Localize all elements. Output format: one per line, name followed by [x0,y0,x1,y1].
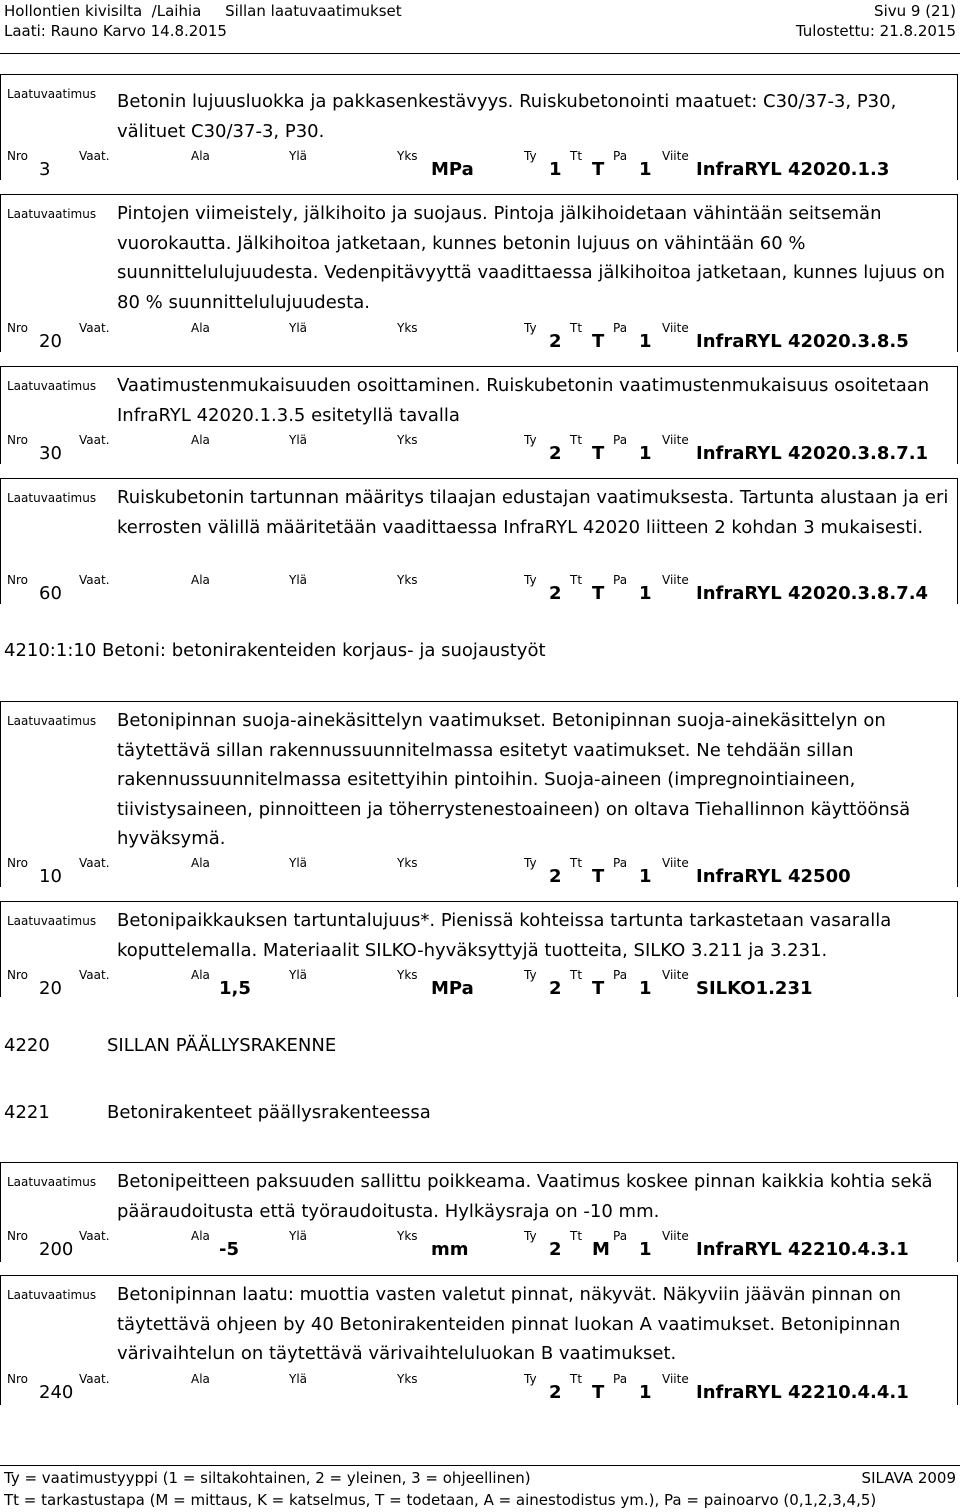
footer-ty-legend: Ty = vaatimustyyppi (1 = siltakohtainen, 2 = yleinen, 3 = ohjeellinen) [4,1469,531,1487]
header-print-date: Tulostettu: 21.8.2015 [795,22,956,40]
requirement-block [0,1162,958,1262]
requirement-nro-label: Nro [7,149,28,163]
header-title: Hollontien kivisilta /Laihia Sillan laatuvaatimukset [4,2,402,20]
requirement-block [0,701,958,887]
requirement-text: Betonipaikkauksen tartuntalujuus*. Pienissä kohteissa tartunta tarkastetaan vasaralla koputtelemalla. Materiaalit SILKO-hyväksyttyjä tuotteita, SILKO 3.211 ja 3.231. [117,910,892,961]
footer-divider [0,1465,960,1466]
requirement-ty: 1 [549,159,562,180]
requirement-block [0,1275,958,1405]
requirement-tt: T [592,1382,605,1403]
requirement-tt-label: Tt [570,321,583,335]
requirement-ty: 2 [549,1239,562,1260]
requirement-ala-label: Ala [191,856,210,870]
section-title-4220: SILLAN PÄÄLLYSRAKENNE [107,1035,337,1056]
requirement-text: Betonin lujuusluokka ja pakkasenkestävyys. Ruiskubetonointi maatuet: C30/37-3, P30, välituet C30/37-3, P30. [117,91,897,142]
requirement-vaat-label: Vaat. [79,433,110,447]
requirement-text: Vaatimustenmukaisuuden osoittaminen. Ruiskubetonin vaatimustenmukaisuus osoitetaan InfraRYL 42020.1.3.5 esitetyllä tavalla [117,375,930,426]
requirement-nro: 20 [39,978,62,999]
requirement-yla-label: Ylä [289,856,308,870]
requirement-yks-label: Yks [397,433,418,447]
requirement-yla-label: Ylä [289,1229,308,1243]
requirement-label: Laatuvaatimus [7,1175,97,1189]
requirement-yks-label: Yks [397,856,418,870]
requirement-yks-label: Yks [397,1372,418,1386]
requirement-viite-label: Viite [662,1372,689,1386]
requirement-vaat-label: Vaat. [79,968,110,982]
requirement-nro: 20 [39,331,62,352]
requirement-yks: MPa [431,159,474,180]
section-title-4221: Betonirakenteet päällysrakenteessa [107,1102,431,1123]
requirement-viite: InfraRYL 42210.4.4.1 [696,1382,909,1403]
requirement-viite: InfraRYL 42020.3.8.7.4 [696,583,929,604]
footer-source: SILAVA 2009 [861,1469,956,1487]
header-author: Laati: Rauno Karvo 14.8.2015 [4,22,227,40]
requirement-ala-label: Ala [191,573,210,587]
requirement-label: Laatuvaatimus [7,1288,97,1302]
requirement-nro: 200 [39,1239,74,1260]
requirement-viite: InfraRYL 42020.3.8.5 [696,331,909,352]
requirement-ala-label: Ala [191,433,210,447]
requirement-pa-label: Pa [613,1229,628,1243]
requirement-text: Betonipinnan suoja-ainekäsittelyn vaatimukset. Betonipinnan suoja-ainekäsittelyn on täytettävä sillan rakennussuunnitelmassa esitetyt vaatimukset. Ne tehdään sillan rakennussuunnitelmassa esitettyihin pintoihin. Suoja-aineen (impregnointiaineen, tiivistysaineen, pinnoitteen ja töherrystenestoaineen) on oltava Tiehallinnon käyttöönsä hyväksymä. [117,710,911,849]
requirement-vaat-label: Vaat. [79,573,110,587]
requirement-meta [1,1227,959,1261]
requirement-yla-label: Ylä [289,968,308,982]
requirement-text: Betonipinnan laatu: muottia vasten valetut pinnat, näkyvät. Näkyviin jäävän pinnan on täytettävä ohjeen by 40 Betonirakenteiden pinnat luokan A vaatimukset. Betonipinnan värivaihtelun on täytettävä värivaihteluluokan B vaatimukset. [117,1284,902,1364]
requirement-nro: 3 [39,159,51,180]
requirement-pa: 1 [639,1239,652,1260]
requirement-pa-label: Pa [613,968,628,982]
requirement-pa: 1 [639,443,652,464]
requirement-tt-label: Tt [570,856,583,870]
requirement-meta [1,147,959,181]
requirement-ala: 1,5 [219,978,251,999]
requirement-label: Laatuvaatimus [7,914,97,928]
requirement-meta [1,431,959,465]
requirement-pa-label: Pa [613,573,628,587]
requirement-ty-label: Ty [524,149,537,163]
requirement-viite-label: Viite [662,433,689,447]
requirement-viite-label: Viite [662,149,689,163]
requirement-text: Ruiskubetonin tartunnan määritys tilaajan edustajan vaatimuksesta. Tartunta alustaan ja eri kerrosten välillä määritetään vaadittaessa InfraRYL 42020 liitteen 2 kohdan 3 mukaisesti. [117,487,949,538]
requirement-tt-label: Tt [570,968,583,982]
requirement-tt: T [592,583,605,604]
footer-tt-legend: Tt = tarkastustapa (M = mittaus, K = katselmus, T = todetaan, A = ainestodistus ym.), Pa = painoarvo (0,1,2,3,4,5) [4,1491,877,1509]
requirement-meta [1,319,959,353]
requirement-ala-label: Ala [191,321,210,335]
requirement-viite: InfraRYL 42210.4.3.1 [696,1239,909,1260]
requirement-ty-label: Ty [524,968,537,982]
section-code-4220: 4220 [4,1035,50,1056]
requirement-meta [1,854,959,888]
requirement-viite: InfraRYL 42500 [696,866,851,887]
requirement-vaat-label: Vaat. [79,321,110,335]
requirement-vaat-label: Vaat. [79,1229,110,1243]
requirement-text: Pintojen viimeistely, jälkihoito ja suojaus. Pintoja jälkihoidetaan vähintään seitsemän vuorokautta. Jälkihoitoa jatketaan, kunnes betonin lujuus on vähintään 60 % suunnittelulujuudesta. Vedenpitävyyttä vaadittaessa jälkihoitoa jatketaan, kunnes lujuus on 80 % suunnittelulujuudesta. [117,203,945,313]
requirement-ty: 2 [549,1382,562,1403]
requirement-nro-label: Nro [7,433,28,447]
requirement-meta [1,1370,959,1404]
requirement-ala-label: Ala [191,968,210,982]
requirement-pa: 1 [639,583,652,604]
requirement-pa: 1 [639,866,652,887]
requirement-label: Laatuvaatimus [7,714,97,728]
requirement-ty-label: Ty [524,433,537,447]
requirement-yla-label: Ylä [289,321,308,335]
requirement-tt-label: Tt [570,1229,583,1243]
requirement-nro-label: Nro [7,1229,28,1243]
requirement-yks-label: Yks [397,321,418,335]
requirement-pa: 1 [639,1382,652,1403]
requirement-vaat-label: Vaat. [79,1372,110,1386]
section-code-4221: 4221 [4,1102,50,1123]
requirement-pa: 1 [639,978,652,999]
requirement-ty-label: Ty [524,1372,537,1386]
requirement-block [0,74,958,180]
requirement-block [0,478,958,604]
requirement-label: Laatuvaatimus [7,491,97,505]
requirement-tt: T [592,443,605,464]
requirement-ty-label: Ty [524,573,537,587]
requirement-ty: 2 [549,866,562,887]
requirement-viite-label: Viite [662,856,689,870]
requirement-pa-label: Pa [613,321,628,335]
header-divider [0,53,960,54]
requirement-ala-label: Ala [191,1372,210,1386]
requirement-yla-label: Ylä [289,573,308,587]
requirement-ty: 2 [549,443,562,464]
requirement-pa-label: Pa [613,433,628,447]
requirement-pa: 1 [639,331,652,352]
requirement-pa-label: Pa [613,1372,628,1386]
requirement-yks-label: Yks [397,1229,418,1243]
requirement-block [0,194,958,352]
requirement-viite-label: Viite [662,968,689,982]
requirement-block [0,366,958,464]
requirement-nro-label: Nro [7,1372,28,1386]
requirement-viite-label: Viite [662,573,689,587]
requirement-viite: InfraRYL 42020.3.8.7.1 [696,443,929,464]
requirement-yla-label: Ylä [289,1372,308,1386]
requirement-tt-label: Tt [570,573,583,587]
requirement-nro: 240 [39,1382,74,1403]
requirement-ty: 2 [549,331,562,352]
requirement-label: Laatuvaatimus [7,207,97,221]
requirement-ala: -5 [219,1239,239,1260]
requirement-nro: 10 [39,866,62,887]
section-heading-4210: 4210:1:10 Betoni: betonirakenteiden korjaus- ja suojaustyöt [4,640,546,661]
requirement-tt: T [592,159,605,180]
requirement-block [0,901,958,997]
requirement-yks: MPa [431,978,474,999]
requirement-yks-label: Yks [397,573,418,587]
requirement-ty-label: Ty [524,856,537,870]
requirement-nro-label: Nro [7,573,28,587]
header-page-number: Sivu 9 (21) [874,2,956,20]
requirement-vaat-label: Vaat. [79,149,110,163]
requirement-text: Betonipeitteen paksuuden sallittu poikkeama. Vaatimus koskee pinnan kaikkia kohtia sekä pääraudoitusta että työraudoitusta. Hylkäysraja on -10 mm. [117,1171,933,1222]
requirement-yks-label: Yks [397,149,418,163]
requirement-meta [1,966,959,1000]
requirement-tt: T [592,866,605,887]
requirement-label: Laatuvaatimus [7,379,97,393]
requirement-ty-label: Ty [524,321,537,335]
requirement-nro: 60 [39,583,62,604]
requirement-yla-label: Ylä [289,149,308,163]
requirement-tt-label: Tt [570,1372,583,1386]
requirement-ala-label: Ala [191,1229,210,1243]
requirement-ty-label: Ty [524,1229,537,1243]
requirement-vaat-label: Vaat. [79,856,110,870]
requirement-tt-label: Tt [570,149,583,163]
requirement-tt: M [592,1239,610,1260]
requirement-label: Laatuvaatimus [7,87,97,101]
requirement-tt: T [592,331,605,352]
requirement-pa: 1 [639,159,652,180]
requirement-viite: SILKO1.231 [696,978,813,999]
requirement-tt-label: Tt [570,433,583,447]
requirement-pa-label: Pa [613,856,628,870]
requirement-viite: InfraRYL 42020.1.3 [696,159,890,180]
requirement-yks: mm [431,1239,469,1260]
requirement-viite-label: Viite [662,321,689,335]
requirement-yks-label: Yks [397,968,418,982]
requirement-meta [1,571,959,605]
requirement-nro: 30 [39,443,62,464]
requirement-nro-label: Nro [7,856,28,870]
requirement-nro-label: Nro [7,968,28,982]
requirement-tt: T [592,978,605,999]
requirement-ty: 2 [549,583,562,604]
requirement-yla-label: Ylä [289,433,308,447]
requirement-ala-label: Ala [191,149,210,163]
requirement-pa-label: Pa [613,149,628,163]
requirement-nro-label: Nro [7,321,28,335]
requirement-ty: 2 [549,978,562,999]
requirement-viite-label: Viite [662,1229,689,1243]
